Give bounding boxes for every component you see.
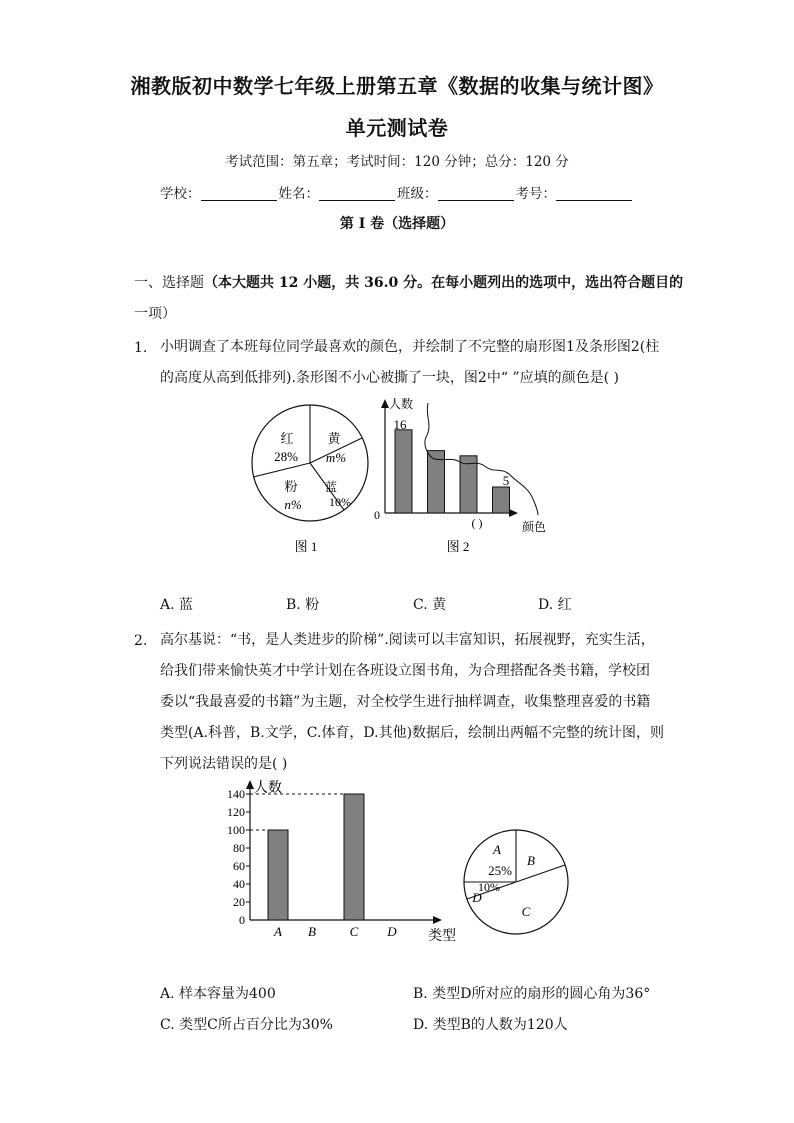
q2-bar-y-arrow	[246, 780, 254, 789]
q2-category-d: D	[387, 924, 397, 939]
q1-pie-divider-left	[253, 463, 310, 477]
q1-bar-x-arrow	[509, 509, 518, 517]
field-name-blank[interactable]	[319, 186, 395, 201]
q1-pie-value-yellow: m%	[325, 450, 347, 465]
field-name-label: 姓名：	[278, 186, 319, 202]
q1-bar-chart	[374, 396, 546, 534]
q2-line3: 委以“我最喜爱的书籍”为主题，对全校学生进行抽样调查，收集整理喜爱的书籍	[160, 694, 651, 710]
q2-option-d[interactable]: D. 类型B的人数为120人	[413, 1017, 568, 1033]
q1-bar-4	[493, 487, 510, 513]
q2-bar-chart	[227, 779, 456, 944]
q2-line1: 高尔基说：“书，是人类进步的阶梯”.阅读可以丰富知识，拓展视野，充实生活，	[160, 632, 655, 648]
q2-bar-c	[344, 794, 364, 920]
q1-bars	[395, 430, 510, 513]
q2-ytick-label: 100	[227, 823, 245, 837]
q2-pie-chart	[464, 830, 568, 934]
q2-line2: 给我们带来愉快英才中学计划在各班设立图书角，为合理搭配各类书籍，学校团	[160, 663, 650, 679]
q1-pie-value-blue: 10%	[329, 495, 351, 509]
q2-number: 2.	[134, 633, 148, 649]
q1-pie-chart	[252, 405, 368, 521]
q1-caption-fig2: 图 2	[446, 539, 470, 554]
q2-pie-value-d: 10%	[478, 880, 500, 894]
q1-bar-blank-label: ( )	[471, 516, 483, 530]
paper-title-line2: 单元测试卷	[345, 116, 449, 140]
q1-pie-value-red: 28%	[274, 449, 298, 464]
q1-line2: 的高度从高到低排列).条形图不小心被撕了一块，图2中“ ”应填的颜色是( )	[160, 370, 619, 386]
volume-heading: 第 I 卷（选择题）	[339, 216, 455, 232]
field-number-blank[interactable]	[556, 186, 632, 201]
field-number-label: 考号：	[515, 186, 556, 202]
field-class-label: 班级：	[397, 186, 438, 202]
student-fields	[160, 182, 634, 202]
q2-ytick-label: 20	[233, 895, 245, 909]
q2-ytick-label: 60	[233, 859, 245, 873]
q1-pie-value-pink: n%	[284, 497, 302, 512]
q2-option-a[interactable]: A. 样本容量为400	[160, 986, 276, 1002]
q1-figures	[240, 395, 560, 560]
field-class-blank[interactable]	[438, 186, 514, 201]
q2-bars	[250, 794, 397, 939]
q2-pie-label-c: C	[521, 904, 531, 919]
q1-bar-first-value: 16	[393, 417, 407, 432]
q2-option-c[interactable]: C. 类型C所占百分比为30%	[160, 1017, 333, 1033]
q2-yticks	[227, 787, 250, 927]
q1-bar-ylabel: 人数	[388, 397, 414, 411]
section-heading-prefix: 一、选择题	[134, 275, 204, 291]
q2-ytick-label: 80	[233, 841, 245, 855]
field-school-blank[interactable]	[201, 186, 277, 201]
q1-option-a[interactable]: A. 蓝	[160, 597, 194, 613]
q1-option-d[interactable]: D. 红	[538, 597, 572, 613]
q2-category-a: A	[274, 924, 282, 939]
q1-caption-fig1: 图 1	[294, 539, 318, 554]
q1-bar-3	[460, 456, 477, 513]
q1-pie-label-yellow: 黄	[327, 431, 341, 446]
q1-bar-origin: 0	[374, 508, 380, 522]
q2-pie-label-a: A	[493, 842, 501, 857]
q1-option-c[interactable]: C. 黄	[413, 597, 447, 613]
field-school-label: 学校：	[160, 186, 201, 202]
q2-ytick-label: 140	[227, 787, 245, 801]
section-heading-bold: （本大题共 12 小题，共 36.0 分。在每小题列出的选项中，选出符合题目的	[204, 275, 684, 291]
q1-pie-label-red: 红	[280, 431, 294, 446]
q2-bar-a	[268, 830, 288, 920]
q2-ytick-label: 40	[233, 877, 245, 891]
q1-bar-xlabel: 颜色	[521, 520, 547, 534]
q2-figures	[210, 772, 590, 947]
q1-bar-1	[395, 430, 412, 513]
q1-option-b[interactable]: B. 粉	[286, 597, 320, 613]
q2-ytick-label: 120	[227, 805, 245, 819]
q2-line5: 下列说法错误的是( )	[160, 756, 288, 772]
q2-category-c: C	[349, 924, 359, 939]
q1-bar-y-arrow	[381, 399, 389, 408]
q1-bar-last-value: 5	[502, 473, 510, 488]
q1-line1: 小明调查了本班每位同学最喜欢的颜色，并绘制了不完整的扇形图1及条形图2(柱	[160, 339, 660, 355]
section-heading	[134, 268, 683, 299]
q1-pie-label-blue: 蓝	[324, 480, 338, 494]
q2-pie-label-d: D	[472, 890, 482, 905]
q2-bar-xlabel: 类型	[428, 929, 456, 944]
q2-ytick-label: 0	[239, 913, 245, 927]
q1-pie-label-pink: 粉	[284, 479, 298, 494]
section-heading-line2: 一项）	[134, 306, 176, 322]
q2-bar-ylabel: 人数	[254, 781, 282, 796]
q2-pie-label-b: B	[527, 853, 535, 868]
q2-option-b[interactable]: B. 类型D所对应的扇形的圆心角为36°	[413, 986, 651, 1002]
exam-info: 考试范围：第五章；考试时间：120 分钟；总分：120 分	[225, 154, 569, 170]
q1-number: 1.	[134, 340, 148, 356]
q2-line4: 类型(A.科普，B.文学，C.体育，D.其他)数据后，绘制出两幅不完整的统计图，则	[160, 725, 665, 741]
q2-category-b: B	[308, 924, 316, 939]
q2-bar-x-arrow	[433, 916, 442, 924]
q2-pie-value-a: 25%	[488, 863, 512, 878]
paper-title-line1: 湘教版初中数学七年级上册第五章《数据的收集与统计图》	[130, 74, 664, 98]
q2-pie-divider-right	[516, 865, 565, 882]
